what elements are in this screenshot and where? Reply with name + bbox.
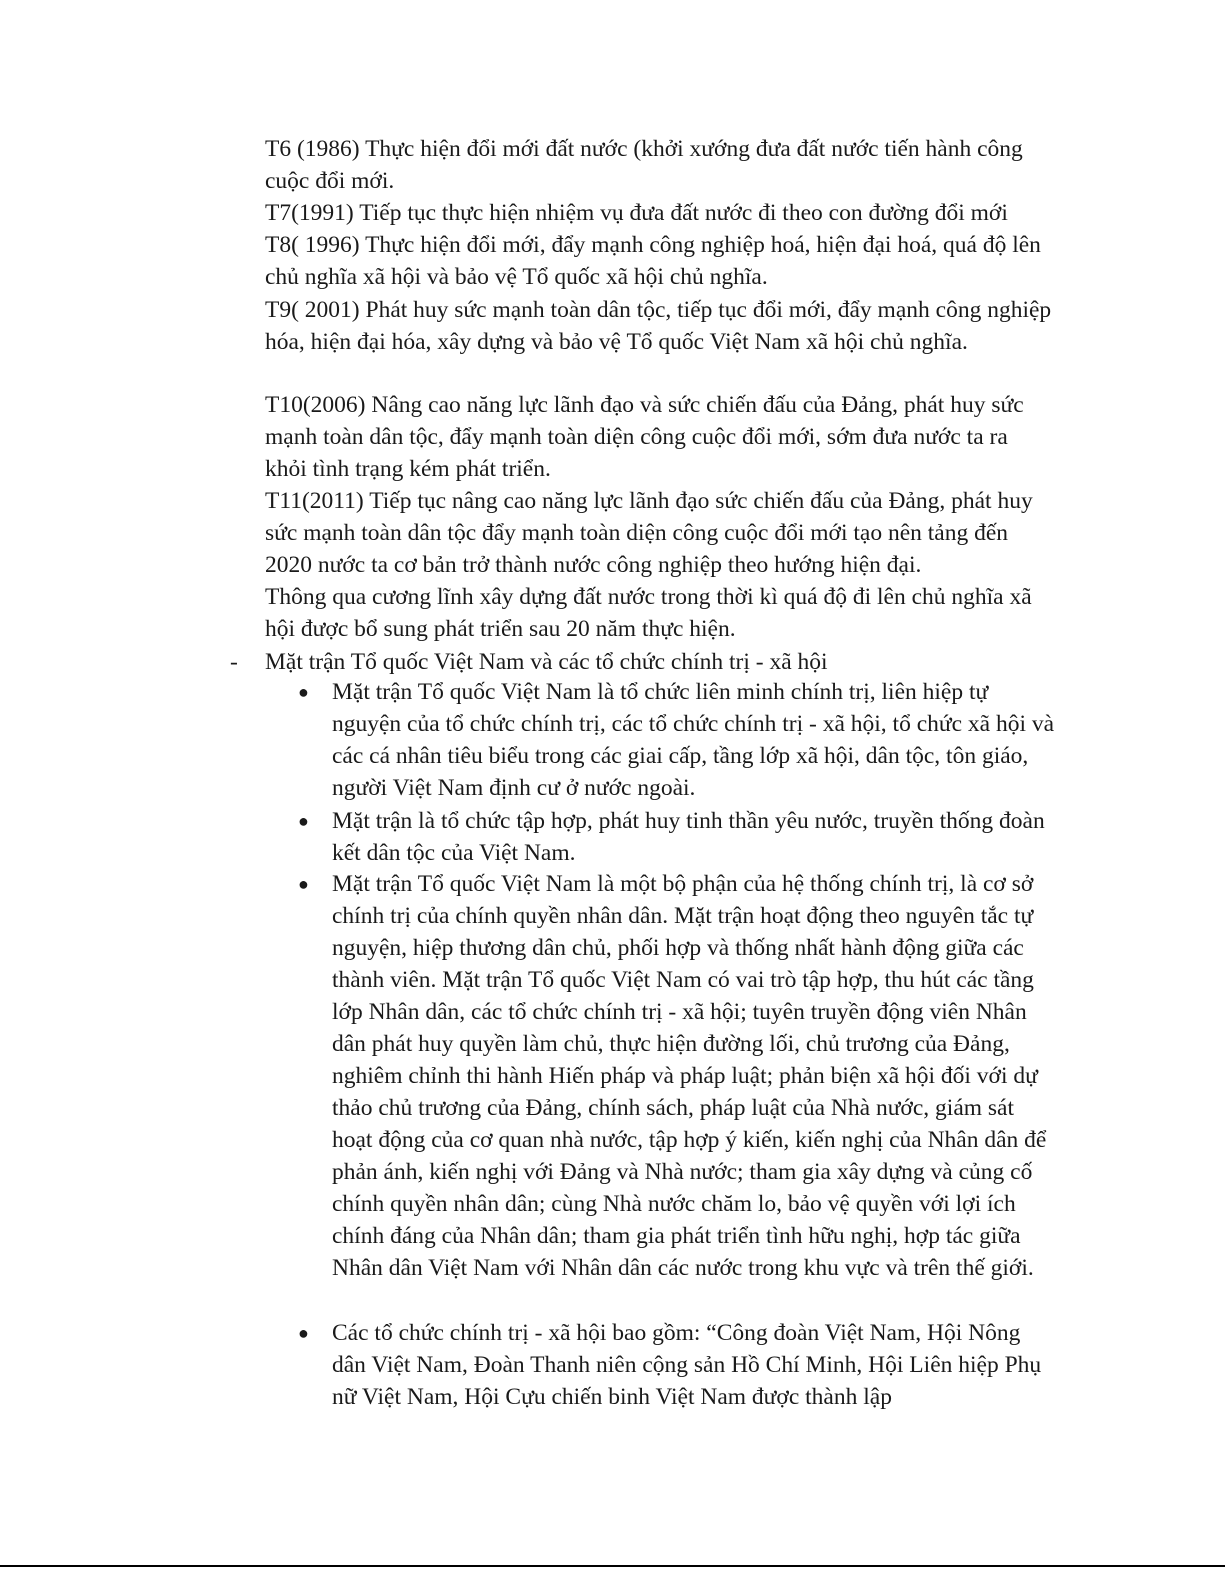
bullet-marker: ● [298,682,309,702]
bullet-marker: ● [298,874,309,894]
paragraph-conclusion: Thông qua cương lĩnh xây dựng đất nước trong thời kì quá độ đi lên chủ nghĩa xã hội được bổ sung phát triển sau 20 năm thực hiện. [265,584,1032,642]
bullet-item: Mặt trận là tổ chức tập hợp, phát huy tinh thần yêu nước, truyền thống đoàn kết dân tộc của Việt Nam. [332,808,1045,866]
paragraph-t9: T9( 2001) Phát huy sức mạnh toàn dân tộc, tiếp tục đổi mới, đẩy mạnh công nghiệp hóa, hiện đại hóa, xây dựng và bảo vệ Tổ quốc Việt Nam xã hội chủ nghĩa. [265,297,1052,355]
paragraph-t8: T8( 1996) Thực hiện đổi mới, đẩy mạnh công nghiệp hoá, hiện đại hoá, quá độ lên chủ nghĩa xã hội và bảo vệ Tổ quốc xã hội chủ nghĩa. [265,232,1041,290]
bullet-marker: ● [298,811,309,831]
list-dash-marker: - [230,649,238,675]
page-bottom-border [0,1565,1225,1567]
bullet-item: Mặt trận Tổ quốc Việt Nam là một bộ phận của hệ thống chính trị, là cơ sở chính trị của chính quyền nhân dân. Mặt trận hoạt động theo nguyên tắc tự nguyện, hiệp thương dân chủ, phối hợp và thống nhất hành động giữa các thành viên. Mặt trận Tổ quốc Việt Nam có vai trò tập hợp, thu hút các tầng lớp Nhân dân, các tổ chức chính trị - xã hội; tuyên truyền động viên Nhân dân phát huy quyền làm chủ, thực hiện đường lối, chủ trương của Đảng, nghiêm chỉnh thi hành Hiến pháp và pháp luật; phản biện xã hội đối với dự thảo chủ trương của Đảng, chính sách, pháp luật của Nhà nước, giám sát hoạt động của cơ quan nhà nước, tập hợp ý kiến, kiến nghị của Nhân dân để phản ánh, kiến nghị với Đảng và Nhà nước; tham gia xây dựng và củng cố chính quyền nhân dân; cùng Nhà nước chăm lo, bảo vệ quyền với lợi ích chính đáng của Nhân dân; tham gia phát triển tình hữu nghị, hợp tác giữa Nhân dân Việt Nam với Nhân dân các nước trong khu vực và trên thế giới. [332,871,1047,1281]
bullet-marker: ● [298,1323,309,1343]
paragraph-t6: T6 (1986) Thực hiện đổi mới đất nước (khởi xướng đưa đất nước tiến hành công cuộc đổi mới. [265,136,1023,194]
paragraph-t10: T10(2006) Nâng cao năng lực lãnh đạo và sức chiến đấu của Đảng, phát huy sức mạnh toàn dân tộc, đẩy mạnh toàn diện công cuộc đổi mới, sớm đưa nước ta ra khỏi tình trạng kém phát triển. [265,392,1024,482]
paragraph-t11: T11(2011) Tiếp tục nâng cao năng lực lãnh đạo sức chiến đấu của Đảng, phát huy sức mạnh toàn dân tộc đẩy mạnh toàn diện công cuộc đổi mới tạo nên tảng đến 2020 nước ta cơ bản trở thành nước công nghiệp theo hướng hiện đại. [265,488,1033,578]
bullet-item: Các tổ chức chính trị - xã hội bao gồm: “Công đoàn Việt Nam, Hội Nông dân Việt Nam, Đoàn Thanh niên cộng sản Hồ Chí Minh, Hội Liên hiệp Phụ nữ Việt Nam, Hội Cựu chiến binh Việt Nam được thành lập [332,1320,1042,1410]
paragraph-t7: T7(1991) Tiếp tục thực hiện nhiệm vụ đưa đất nước đi theo con đường đổi mới [265,200,1008,226]
bullet-item: Mặt trận Tổ quốc Việt Nam là tổ chức liên minh chính trị, liên hiệp tự nguyện của tổ chức chính trị, các tổ chức chính trị - xã hội, tổ chức xã hội và các cá nhân tiêu biểu trong các giai cấp, tầng lớp xã hội, dân tộc, tôn giáo, người Việt Nam định cư ở nước ngoài. [332,679,1055,801]
section-heading: Mặt trận Tổ quốc Việt Nam và các tổ chức chính trị - xã hội [265,649,828,675]
